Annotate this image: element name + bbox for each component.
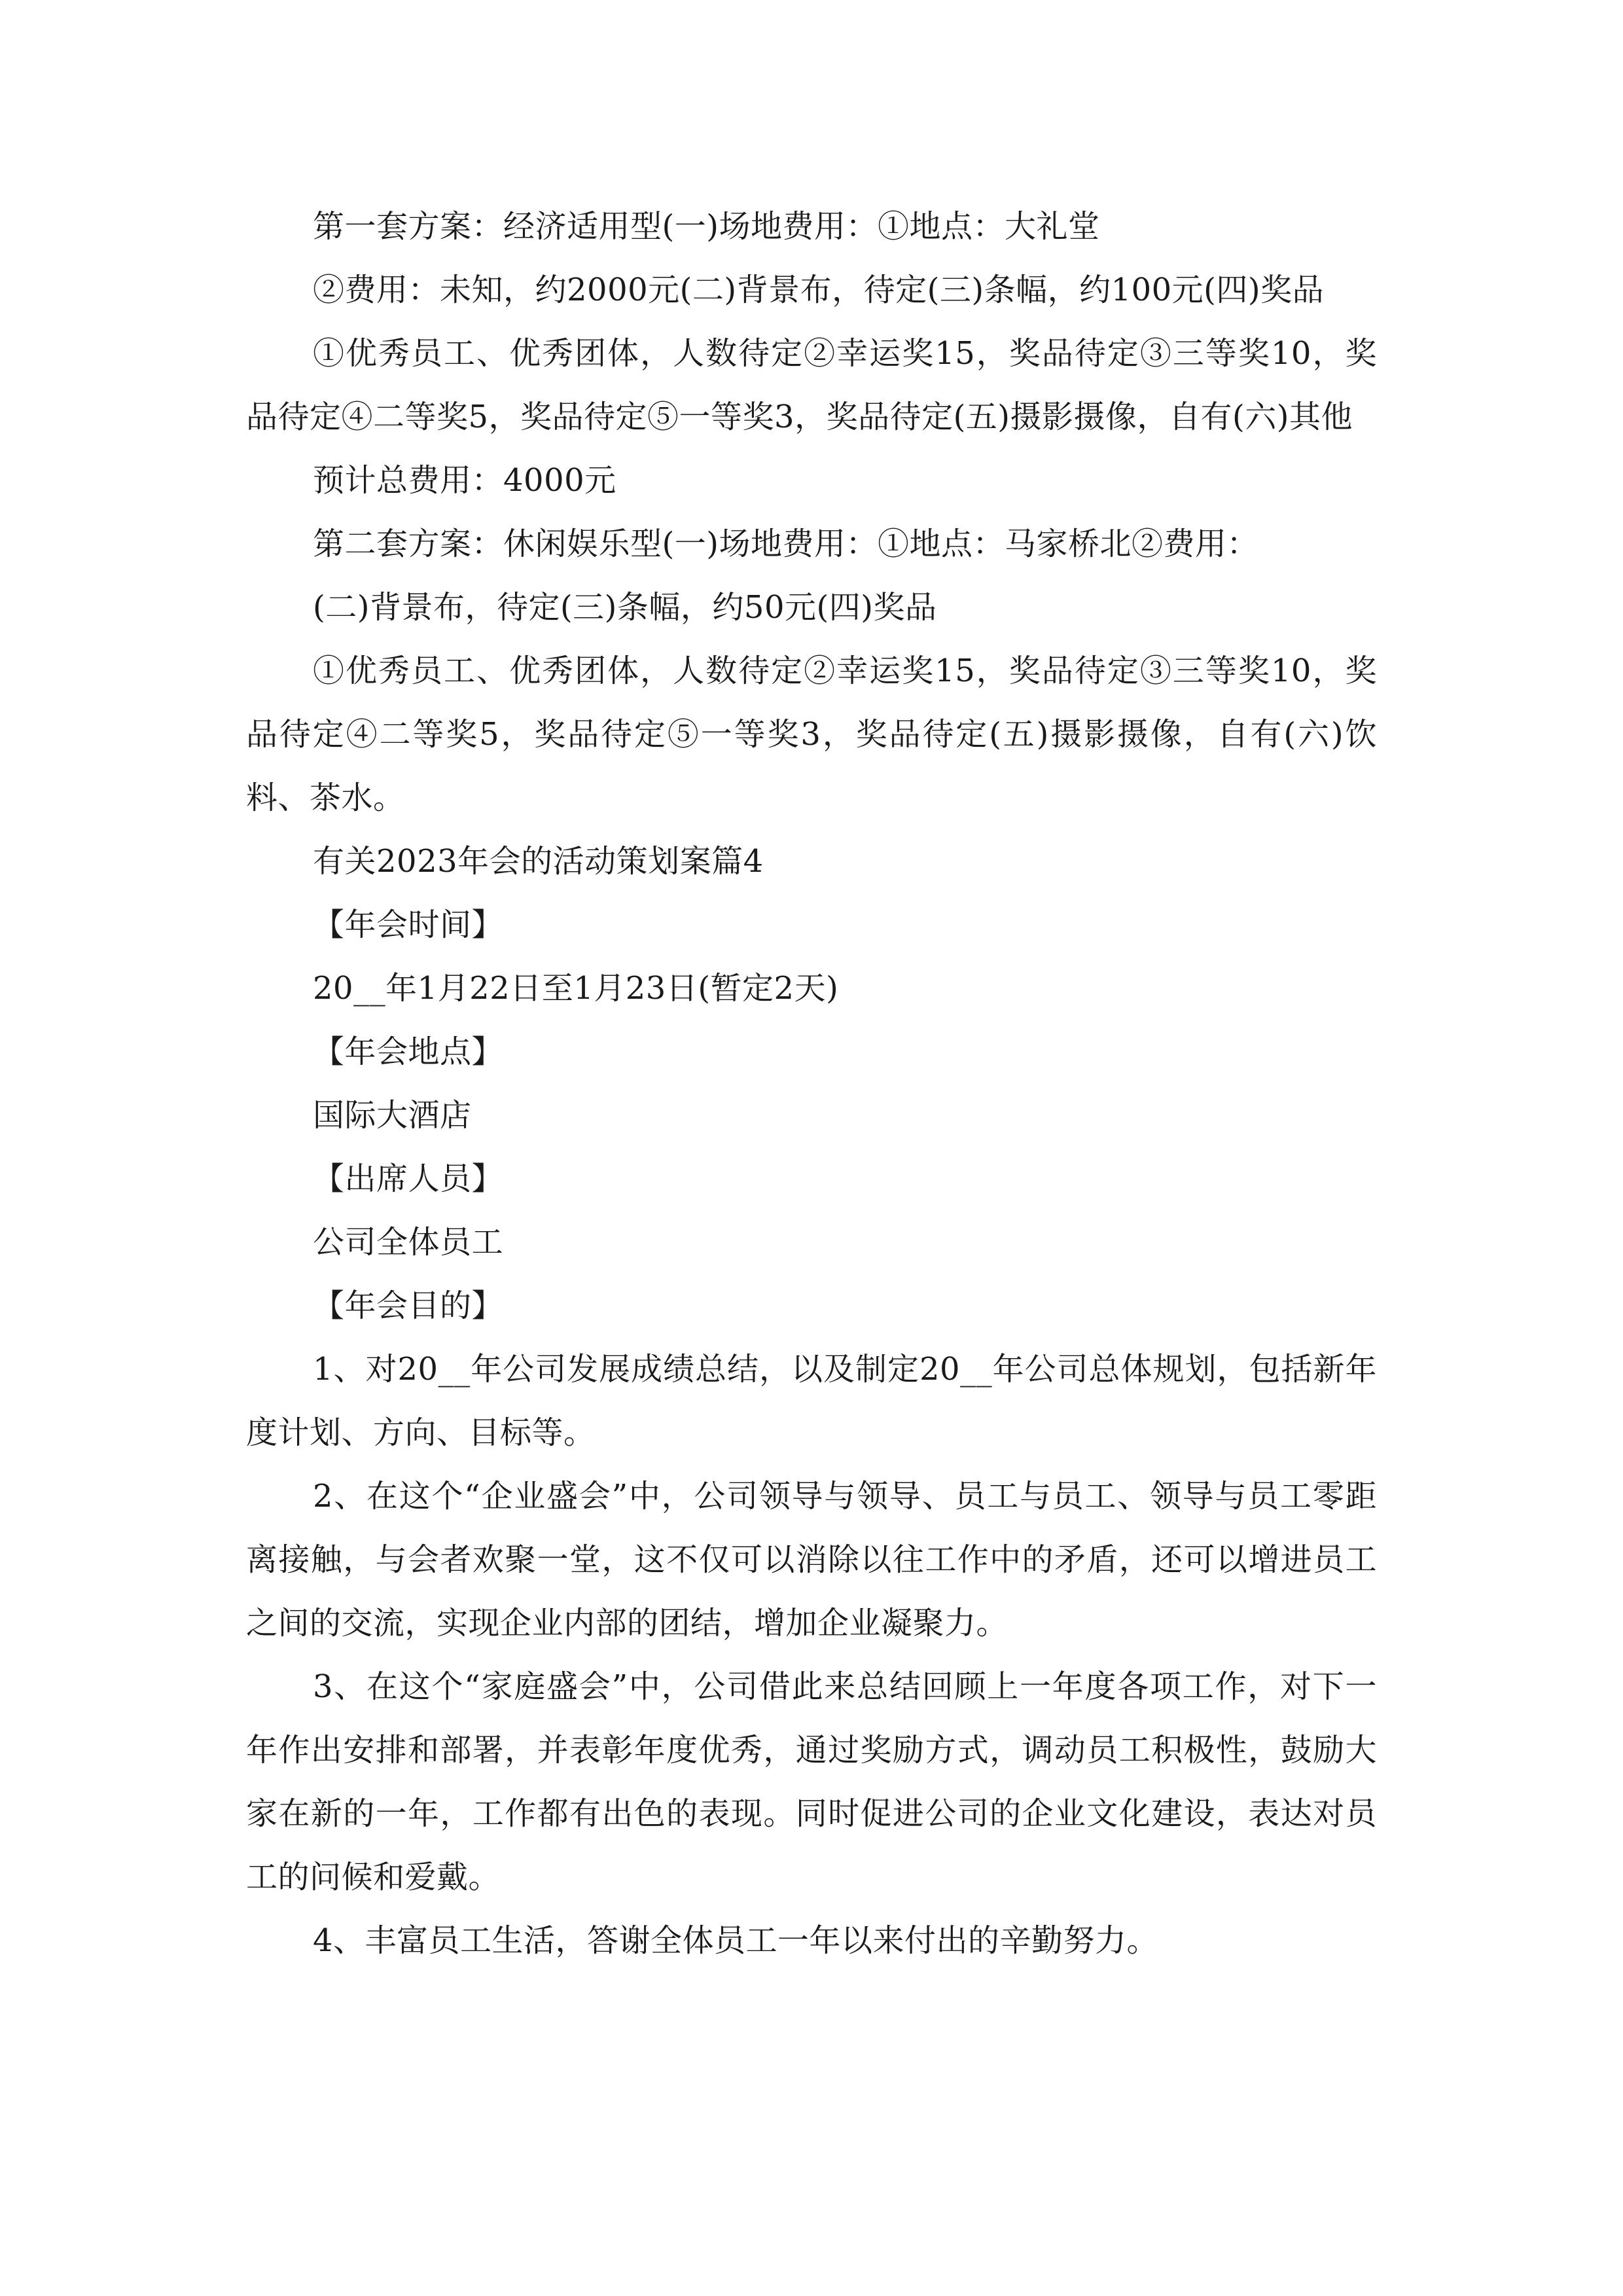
heading-time: 【年会时间】 — [313, 906, 504, 943]
event-location: 国际大酒店 — [313, 1097, 472, 1134]
estimated-total-cost: 预计总费用：4000元 — [313, 462, 616, 499]
document-body — [246, 195, 1377, 1973]
plan-one-intro: 第一套方案：经济适用型(一)场地费用：①地点：大礼堂 — [313, 208, 1100, 245]
purpose-item-2: 2、在这个“企业盛会”中，公司领导与领导、员工与员工、领导与员工零距离接触，与会者欢聚一堂，这不仅可以消除以往工作中的矛盾，还可以增进员工之间的交流，实现企业内部的团结，增加企业凝聚力。 — [246, 1478, 1377, 1641]
event-time: 20__年1月22日至1月23日(暂定2天) — [313, 970, 839, 1007]
plan-one-prizes: ①优秀员工、优秀团体，人数待定②幸运奖15，奖品待定③三等奖10，奖品待定④二等奖5，奖品待定⑤一等奖3，奖品待定(五)摄影摄像，自有(六)其他 — [246, 335, 1377, 435]
section-title: 有关2023年会的活动策划案篇4 — [313, 843, 764, 880]
plan-two-costs: (二)背景布，待定(三)条幅，约50元(四)奖品 — [313, 589, 937, 626]
heading-attendees: 【出席人员】 — [313, 1160, 504, 1197]
event-attendees: 公司全体员工 — [313, 1224, 504, 1261]
purpose-item-3: 3、在这个“家庭盛会”中，公司借此来总结回顾上一年度各项工作，对下一年作出安排和部署，并表彰年度优秀，通过奖励方式，调动员工积极性，鼓励大家在新的一年，工作都有出色的表现。同时促进公司的企业文化建设，表达对员工的问候和爱戴。 — [246, 1668, 1377, 1895]
heading-purpose: 【年会目的】 — [313, 1287, 504, 1324]
plan-one-costs: ②费用：未知，约2000元(二)背景布，待定(三)条幅，约100元(四)奖品 — [313, 272, 1325, 308]
plan-two-intro: 第二套方案：休闲娱乐型(一)场地费用：①地点：马家桥北②费用： — [313, 526, 1258, 562]
purpose-item-1: 1、对20__年公司发展成绩总结，以及制定20__年公司总体规划，包括新年度计划、方向、目标等。 — [246, 1351, 1377, 1451]
purpose-item-4: 4、丰富员工生活，答谢全体员工一年以来付出的辛勤努力。 — [313, 1922, 1159, 1959]
heading-location: 【年会地点】 — [313, 1033, 504, 1070]
plan-two-prizes: ①优秀员工、优秀团体，人数待定②幸运奖15，奖品待定③三等奖10，奖品待定④二等奖5，奖品待定⑤一等奖3，奖品待定(五)摄影摄像，自有(六)饮料、茶水。 — [246, 653, 1377, 816]
